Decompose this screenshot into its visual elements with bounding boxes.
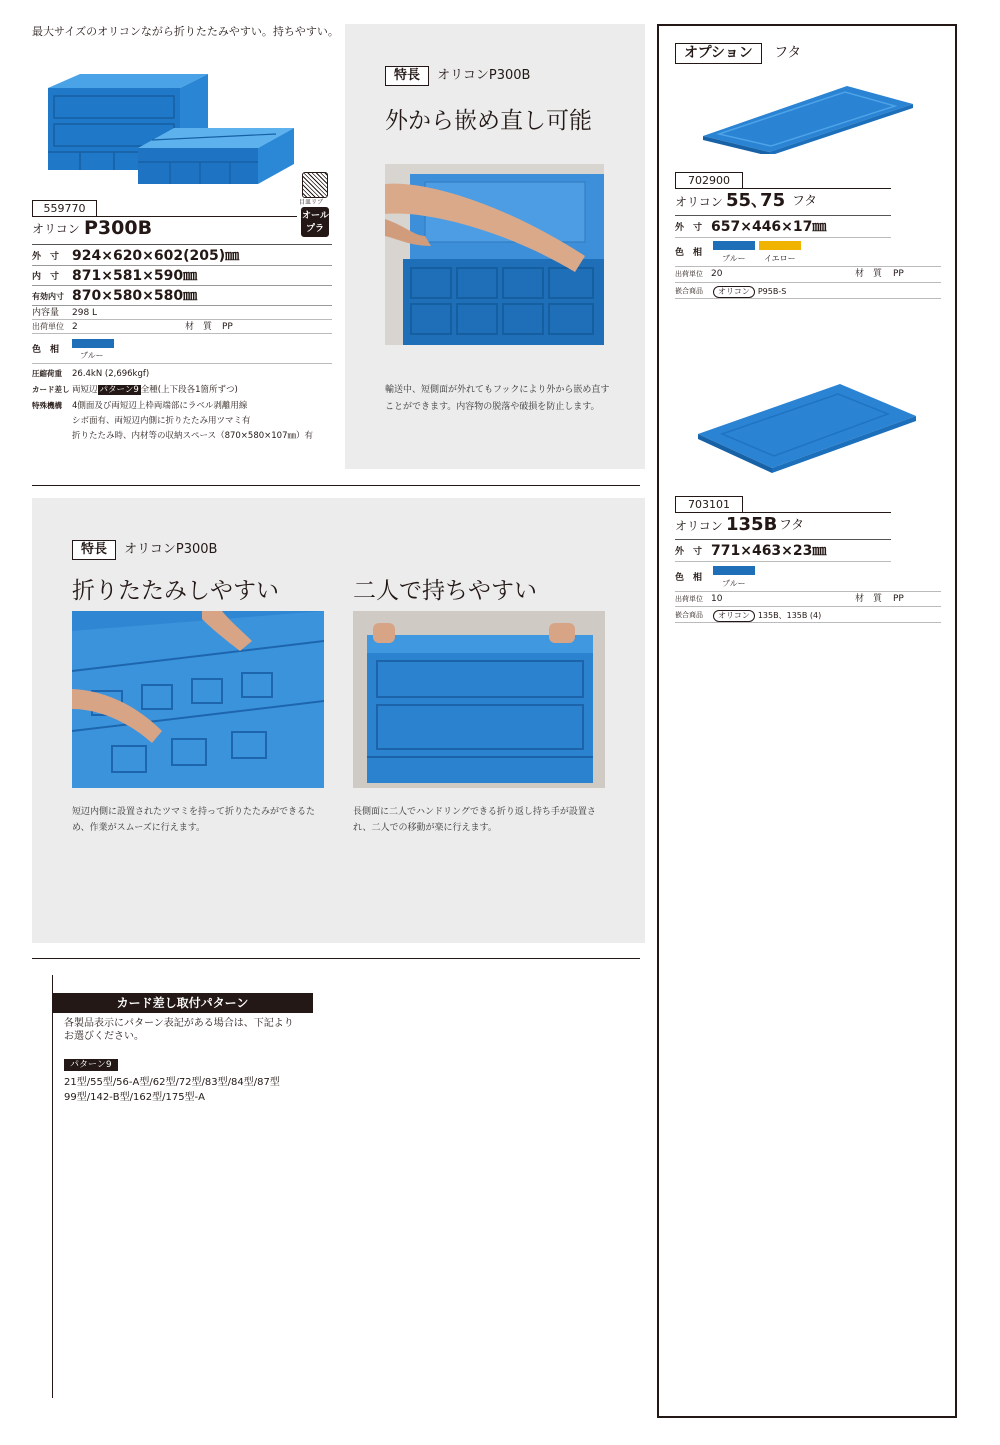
card-pattern-title: カード差し取付パターン [52, 993, 313, 1013]
color-name: ブルー [80, 351, 104, 360]
lid-1-name-suffix: フタ [792, 194, 818, 209]
lid-1-code: 702900 [675, 172, 743, 189]
feature-tag: 特長 [385, 66, 429, 86]
grid-rib-icon-label: 目皿リブ [299, 199, 324, 206]
feature-tag: 特長 [72, 540, 116, 560]
lid-1-unit-label: 出荷単位 [675, 270, 703, 278]
lid-1-unit-value: 20 [711, 269, 723, 279]
lid-2-name-model: 135B [726, 514, 778, 535]
lid-1-size-value: 657×446×17㎜ [711, 219, 827, 235]
lid-1-color-name-blue: ブルー [722, 254, 746, 263]
feature-1-header: 特長 オリコンP300B [385, 66, 530, 86]
dimension-row: 有効内寸 870×580×580㎜ [32, 286, 332, 306]
material-label: 材 質 [185, 322, 213, 332]
product-code: 559770 [32, 200, 97, 217]
capacity-label: 内容量 [32, 308, 60, 318]
lid-2-unit-value: 10 [711, 594, 723, 604]
lid-1-photo [695, 84, 920, 154]
option-title: フタ [774, 45, 802, 61]
lid-2-color-swatch-blue [713, 566, 755, 575]
lid-1-fit-label: 嵌合商品 [675, 287, 703, 295]
fold-photo [72, 611, 324, 788]
lid-1-color-swatch-blue [713, 241, 755, 250]
lid-2-fit-label: 嵌合商品 [675, 611, 703, 619]
feature-2-header: 特長 オリコンP300B [72, 540, 217, 560]
dimension-row: 内 寸 871×581×590㎜ [32, 266, 332, 286]
lid-1-name-model: 55､75 [726, 190, 786, 211]
lid-2-material-label: 材 質 [855, 594, 883, 604]
lid-1-size-label: 外 寸 [675, 223, 703, 233]
feature-2-left-heading: 折りたたみしやすい [72, 578, 279, 604]
lid-2-name-suffix: フタ [779, 518, 805, 533]
feature-2-right-caption: 長側面に二人でハンドリングできる折り返し持ち手が設置され、二人での移動が楽に行えます。 [353, 807, 596, 833]
capacity-value: 298 L [72, 308, 98, 318]
lid-2-color-name-blue: ブルー [722, 579, 746, 588]
lid-2-size-label: 外 寸 [675, 547, 703, 557]
color-label: 色 相 [32, 345, 60, 355]
dimension-rows [32, 246, 332, 306]
product-photo-crates [40, 70, 300, 190]
lid-2-name-prefix: オリコン [675, 519, 723, 533]
refit-photo [385, 164, 604, 345]
lid-1-fit: オリコン P95B-S [713, 286, 786, 298]
lid-2-fit: オリコン 135B、135B (4) [713, 610, 821, 622]
product-name-model: P300B [84, 217, 153, 239]
unit-label: 出荷単位 [32, 322, 64, 331]
card-pattern-desc: 各製品表示にパターン表記がある場合は、下記より お選びください。 [64, 1018, 294, 1042]
color-swatch-blue [72, 339, 114, 348]
dimension-row: 外 寸 924×620×602(205)㎜ [32, 246, 332, 266]
unit-value: 2 [72, 322, 78, 332]
lid-2-material-value: PP [893, 594, 904, 604]
lid-1-color-label: 色 相 [675, 248, 703, 258]
lid-1-material-value: PP [893, 269, 904, 279]
feature-1-heading: 外から嵌め直し可能 [385, 108, 592, 134]
pattern-9-line-1: 21型/55型/56-A型/62型/72型/83型/84型/87型 [64, 1077, 280, 1088]
lid-2-photo [692, 380, 922, 475]
feature-2-right-heading: 二人で持ちやすい [353, 578, 537, 604]
feature-1-caption: 輸送中、短側面が外れてもフックにより外から嵌め直すことができます。内容物の脱落や破損を防止します。 [385, 385, 610, 412]
all-plastic-icon: オール プラ [301, 207, 329, 237]
lid-1-material-label: 材 質 [855, 269, 883, 279]
pattern-9-line-2: 99型/142-B型/162型/175型-A [64, 1092, 206, 1103]
option-header [675, 43, 801, 64]
spec-details: 圧縮荷重 26.4kN (2,696kgf) カード差し 両短辺 パターン9 全種(上下段各1箇所ずつ) 特殊機構 4側面及び両短辺上枠両端部にラベル剥離用線 シボ面有、両短辺内側に折りたたみ用ツマミ有 折りたたみ時、内材等の収納スペース（870×580×107㎜）有 [32, 369, 313, 441]
lid-1-color-name-yellow: イエロー [764, 254, 796, 263]
intro-text: 最大サイズのオリコンながら折りたたみやすい。持ちやすい。 [32, 25, 339, 38]
lid-2-unit-label: 出荷単位 [675, 595, 703, 603]
pattern-badge: パターン9 [99, 385, 139, 395]
feature-2-left-caption: 短辺内側に設置されたツマミを持って折りたたみができるため、作業がスムーズに行えます。 [72, 807, 316, 833]
lid-1-color-swatch-yellow [759, 241, 801, 250]
lid-2-color-label: 色 相 [675, 573, 703, 583]
lid-1-name-prefix: オリコン [675, 195, 723, 209]
option-tag: オプション [675, 43, 762, 64]
carry-photo [353, 611, 605, 788]
lid-2-code: 703101 [675, 496, 743, 513]
product-name-prefix: オリコン [32, 222, 80, 236]
material-value: PP [222, 322, 233, 332]
grid-rib-icon [302, 172, 328, 198]
pattern-9-label: パターン9 [64, 1059, 118, 1071]
lid-2-size-value: 771×463×23㎜ [711, 543, 827, 559]
